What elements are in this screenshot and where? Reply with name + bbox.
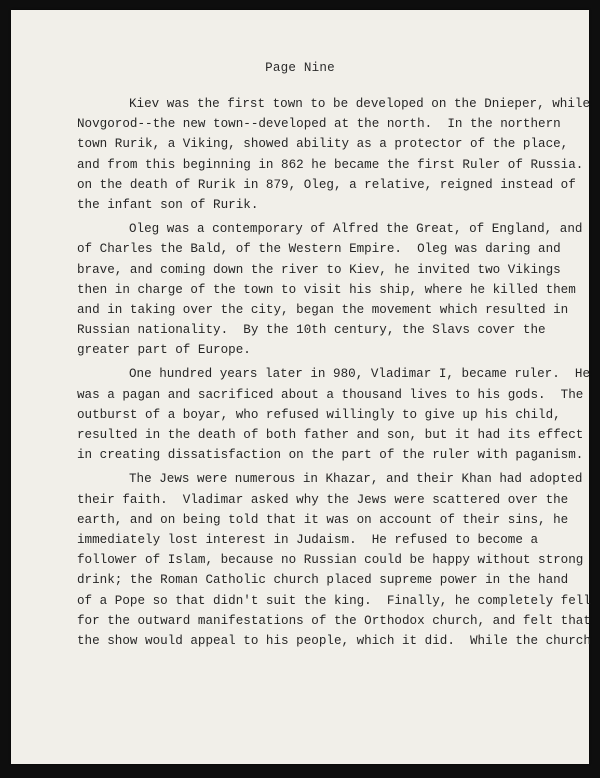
text-line: The Jews were numerous in Khazar, and their Khan had adopted — [129, 472, 583, 487]
page-title: Page Nine — [265, 61, 335, 75]
text-line: outburst of a boyar, who refused willingly to give up his child, — [77, 407, 561, 422]
text-line: One hundred years later in 980, Vladimar I, became ruler. He — [129, 367, 591, 382]
text-line: the infant son of Rurik. — [77, 197, 259, 212]
text-line: follower of Islam, because no Russian could be happy without strong — [77, 553, 584, 568]
text-line: Kiev was the first town to be developed on the Dnieper, while — [129, 97, 591, 111]
text-line: and from this beginning in 862 he became the first Ruler of Russia. — [77, 157, 584, 172]
text-line: then in charge of the town to visit his ship, where he killed them — [77, 282, 576, 297]
body-text — [77, 94, 591, 651]
text-line: for the outward manifestations of the Orthodox church, and felt that — [77, 613, 591, 628]
text-line: town Rurik, a Viking, showed ability as a protector of the place, — [77, 137, 569, 152]
text-line: Oleg was a contemporary of Alfred the Great, of England, and — [129, 222, 583, 237]
text-line: and in taking over the city, began the movement which resulted in — [77, 302, 569, 317]
text-line: Russian nationality. By the 10th century, the Slavs cover the — [77, 323, 546, 338]
text-line: the show would appeal to his people, which it did. While the church — [77, 633, 591, 648]
text-line: greater part of Europe. — [77, 343, 251, 358]
text-line: of Charles the Bald, of the Western Empire. Oleg was daring and — [77, 242, 561, 257]
text-line: drink; the Roman Catholic church placed supreme power in the hand — [77, 573, 569, 588]
text-line: earth, and on being told that it was on account of their sins, he — [77, 512, 569, 527]
text-line: their faith. Vladimar asked why the Jews were scattered over the — [77, 492, 569, 507]
text-line: on the death of Rurik in 879, Oleg, a relative, reigned instead of — [77, 177, 576, 192]
typewritten-page — [11, 10, 589, 764]
text-line: immediately lost interest in Judaism. He refused to become a — [77, 532, 539, 547]
text-line: resulted in the death of both father and son, but it had its effect — [77, 428, 584, 442]
text-line: was a pagan and sacrificed about a thousand lives to his gods. The — [77, 387, 584, 402]
text-line: brave, and coming down the river to Kiev, he invited two Vikings — [77, 262, 561, 277]
text-line: in creating dissatisfaction on the part of the ruler with paganism. — [77, 448, 584, 463]
text-line: Novgorod--the new town--developed at the north. In the northern — [77, 117, 561, 132]
text-line: of a Pope so that didn't suit the king. Finally, he completely fell — [77, 593, 591, 608]
